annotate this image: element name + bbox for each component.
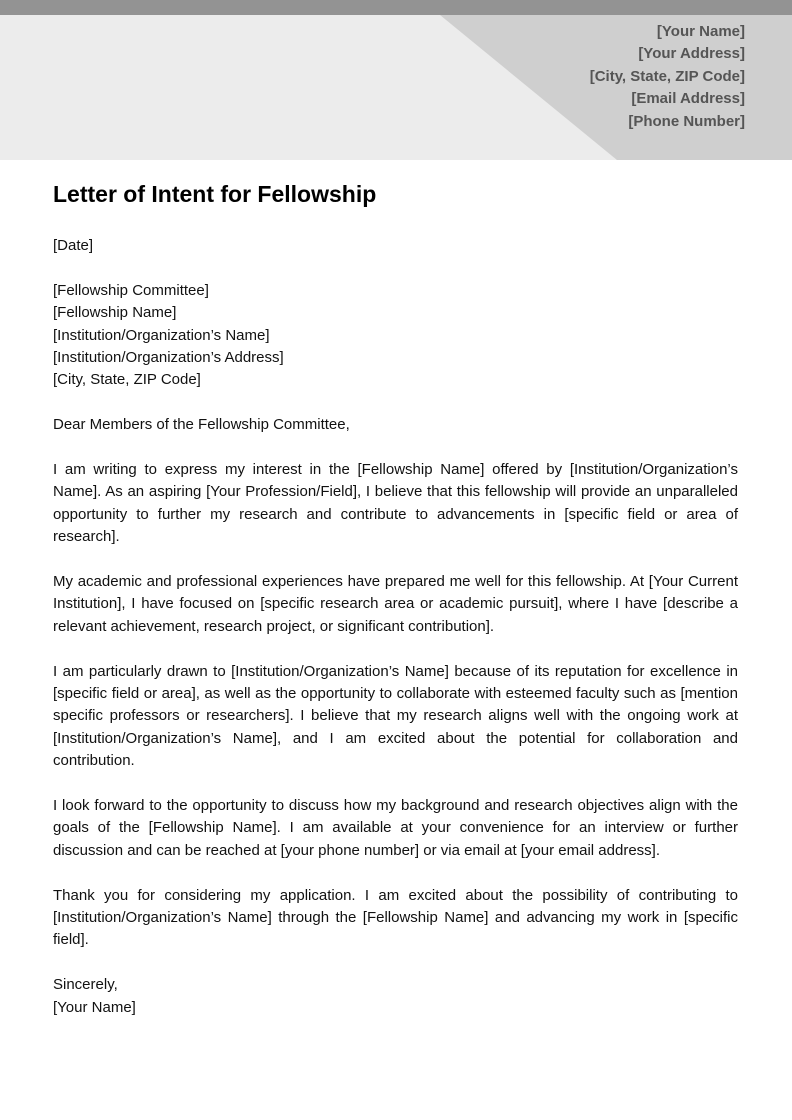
recipient-institution-address: [Institution/Organization’s Address]: [53, 349, 284, 367]
letterhead-banner: [0, 0, 792, 160]
recipient-fellowship-name: [Fellowship Name]: [53, 304, 177, 322]
body-paragraph: I look forward to the opportunity to discuss how my background and research objectives align with the goals of the [Fellowship Name]. I am available at your convenience for an interview or further discussion and can be reached at [your phone number] or via email at [your email address].: [53, 797, 738, 859]
recipient-institution-name: [Institution/Organization’s Name]: [53, 326, 270, 344]
body-paragraph: My academic and professional experiences have prepared me well for this fellowship. At [Your Current Institution], I have focused on [specific research area or academic pursuit], where I have [describe a relevant achievement, research project, or significant contribution].: [53, 573, 738, 635]
body-paragraph: I am writing to express my interest in the [Fellowship Name] offered by [Institution/Organization’s Name]. As an aspiring [Your Profession/Field], I believe that this fellowship will provide an unparalleled opportunity to further my research and contribute to advancements in [specific field or area of research].: [53, 461, 738, 546]
recipient-committee: [Fellowship Committee]: [53, 281, 209, 299]
letter-body: [53, 178, 738, 1019]
body-paragraph: I am particularly drawn to [Institution/Organization’s Name] because of its reputation for excellence in [specific field or area], as well as the opportunity to collaborate with esteemed faculty such as [mention specific professors or researchers]. I believe that my research aligns well with the ongoing work at [Institution/Organization’s Name], and I am excited about the potential for collaboration and contribution.: [53, 662, 738, 770]
sender-name: [Your Name]: [656, 23, 745, 40]
recipient-city-state-zip: [City, State, ZIP Code]: [53, 371, 201, 389]
signature-name: [Your Name]: [53, 998, 136, 1016]
body-paragraph: Thank you for considering my application. I am excited about the possibility of contributing to [Institution/Organization’s Name] through the [Fellowship Name] and advancing my work in [specific field].: [53, 886, 738, 949]
salutation: Dear Members of the Fellowship Committee,: [53, 416, 350, 434]
sender-contact-block: [590, 21, 745, 133]
sender-address: [Your Address]: [638, 45, 745, 63]
top-accent-bar: [0, 0, 792, 15]
letter-date: [Date]: [53, 237, 94, 254]
sender-phone: [Phone Number]: [628, 112, 745, 130]
sender-email: [Email Address]: [631, 90, 745, 108]
recipient-block: [53, 280, 738, 392]
closing: Sincerely,: [53, 976, 118, 994]
page-title: Letter of Intent for Fellowship: [53, 181, 377, 207]
sender-city-state-zip: [City, State, ZIP Code]: [589, 67, 745, 85]
